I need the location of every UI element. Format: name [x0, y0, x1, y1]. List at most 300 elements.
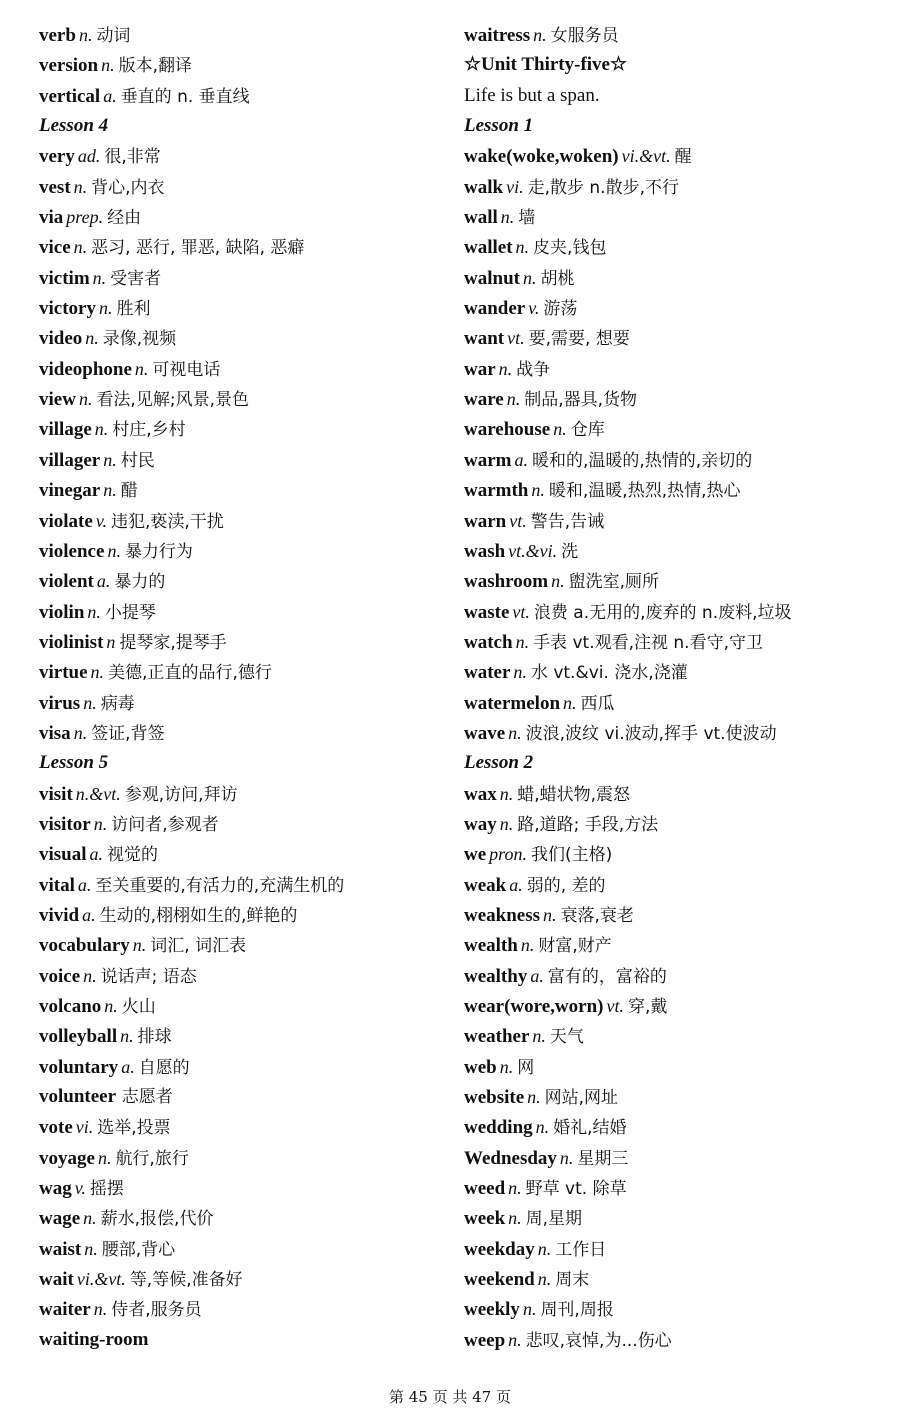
vocab-entry: [39, 657, 449, 687]
lesson-heading: Lesson 1: [464, 115, 534, 137]
entry-part-of-speech: n.: [559, 1147, 574, 1168]
entry-part-of-speech: vt.&vi.: [508, 540, 558, 561]
entry-word: visual: [39, 844, 87, 866]
entry-word: violent: [39, 571, 94, 593]
vocab-entry: [39, 627, 449, 657]
vocab-entry: [464, 445, 889, 475]
entry-word: violin: [39, 601, 85, 623]
entry-part-of-speech: n.: [132, 935, 147, 956]
entry-word: vertical: [39, 85, 101, 107]
entry-part-of-speech: n.: [531, 480, 545, 501]
vocab-entry: [464, 930, 889, 960]
entry-word: wage: [39, 1208, 81, 1230]
entry-word: volunteer: [39, 1086, 117, 1108]
entry-word: weekday: [464, 1238, 535, 1260]
entry-meaning: 垂直的 n. 垂直线: [120, 86, 250, 107]
vocab-entry: [39, 1112, 449, 1142]
entry-part-of-speech: n.: [515, 631, 530, 652]
entry-meaning: 看法,见解;风景,景色: [96, 390, 249, 411]
entry-word: week: [464, 1208, 506, 1230]
entry-word: voluntary: [39, 1056, 119, 1078]
entry-meaning: 战争: [516, 359, 551, 380]
entry-part-of-speech: n.: [533, 25, 547, 45]
entry-part-of-speech: n.: [83, 692, 97, 713]
unit-line: [464, 50, 889, 80]
vocab-entry: [39, 1234, 449, 1264]
entry-part-of-speech: n.: [522, 267, 537, 288]
entry-word: vest: [39, 176, 71, 198]
entry-word: view: [39, 389, 76, 411]
vocab-entry: [464, 900, 889, 930]
entry-word: version: [39, 55, 99, 77]
entry-word: war: [464, 358, 496, 380]
entry-meaning: 录像,视频: [102, 329, 177, 350]
entry-meaning: 醋: [120, 481, 138, 502]
entry-part-of-speech: a.: [77, 874, 92, 895]
vocab-entry: [39, 232, 449, 262]
entry-word: waist: [39, 1238, 82, 1260]
entry-word: victim: [39, 267, 90, 289]
entry-meaning: 手表 vt.观看,注视 n.看守,守卫: [533, 632, 763, 653]
entry-part-of-speech: n.: [500, 207, 515, 228]
entry-word: weed: [464, 1178, 506, 1200]
vocab-entry: [39, 172, 449, 202]
entry-part-of-speech: a.: [82, 904, 96, 925]
entry-word: we: [464, 844, 487, 866]
vocab-entry: [39, 1264, 449, 1294]
lesson-line: [39, 748, 449, 778]
vocab-entry: [39, 779, 449, 809]
entry-meaning: 村民: [120, 450, 155, 471]
vocab-entry: [39, 961, 449, 991]
entry-word: violinist: [39, 631, 104, 653]
entry-meaning: 等,等候,准备好: [129, 1270, 243, 1291]
entry-part-of-speech: n.: [93, 1299, 108, 1320]
plain-line: [464, 81, 889, 111]
entry-part-of-speech: n.: [103, 449, 117, 470]
lesson-line: [464, 748, 889, 778]
vocab-entry: [39, 141, 449, 171]
entry-word: via: [39, 207, 64, 229]
entry-word: waste: [464, 601, 510, 623]
entry-meaning: 星期三: [577, 1148, 629, 1169]
entry-meaning: 浪费 a.无用的,废弃的 n.废料,垃圾: [533, 602, 792, 623]
entry-part-of-speech: n.: [563, 692, 577, 713]
entry-word: visitor: [39, 813, 91, 835]
entry-meaning: 参观,访问,拜访: [124, 784, 238, 805]
entry-part-of-speech: n.: [499, 813, 514, 834]
entry-part-of-speech: vt.: [512, 601, 530, 622]
entry-meaning: 腰部,背心: [101, 1239, 176, 1260]
entry-part-of-speech: n.: [499, 1056, 514, 1077]
vocab-entry: [464, 627, 889, 657]
entry-part-of-speech: n.: [90, 662, 105, 683]
entry-part-of-speech: n.: [508, 722, 522, 743]
entry-meaning: 女服务员: [550, 26, 619, 46]
entry-part-of-speech: n.: [97, 1147, 112, 1168]
entry-word: violate: [39, 510, 93, 532]
entry-part-of-speech: vi.&vt.: [76, 1269, 126, 1290]
entry-word: waiting-room: [39, 1328, 149, 1350]
entry-word: wake(woke,woken): [464, 146, 619, 168]
entry-part-of-speech: n.: [84, 1238, 98, 1259]
entry-word: vice: [39, 237, 71, 259]
entry-word: violence: [39, 540, 105, 562]
vocab-entry: [39, 718, 449, 748]
entry-word: watermelon: [464, 692, 561, 714]
entry-part-of-speech: n.: [508, 1329, 522, 1350]
entry-part-of-speech: vi.&vt.: [621, 146, 671, 167]
vocab-entry: [464, 566, 889, 596]
entry-part-of-speech: n.: [78, 389, 93, 410]
motto-text: Life is but a span.: [464, 84, 600, 106]
entry-part-of-speech: vi.: [75, 1117, 94, 1138]
entry-meaning: 经由: [107, 208, 142, 229]
entry-meaning: 皮夹,钱包: [533, 238, 607, 259]
entry-word: ware: [464, 389, 504, 411]
vocab-entry: [464, 263, 889, 293]
vocab-entry: [464, 1294, 889, 1324]
vocab-entry: [39, 81, 449, 111]
entry-word: way: [464, 813, 497, 835]
entry-part-of-speech: a.: [121, 1056, 135, 1077]
entry-word: visit: [39, 783, 73, 805]
entry-word: waitress: [464, 25, 531, 46]
vocab-entry: [39, 536, 449, 566]
vocab-entry: [464, 718, 889, 748]
entry-meaning: 航行,旅行: [115, 1148, 189, 1169]
entry-part-of-speech: n.: [83, 965, 97, 986]
entry-part-of-speech: vt.: [509, 510, 527, 531]
entry-meaning: 动词: [96, 26, 131, 46]
entry-meaning: 版本,翻译: [118, 56, 193, 77]
entry-part-of-speech: n: [106, 631, 116, 652]
vocab-entry: [39, 991, 449, 1021]
entry-part-of-speech: vt.: [606, 996, 624, 1016]
vocab-entry: [464, 1234, 889, 1264]
entry-part-of-speech: n.: [83, 1208, 97, 1229]
entry-word: warehouse: [464, 419, 551, 441]
entry-part-of-speech: n.: [101, 55, 115, 76]
entry-word: want: [464, 328, 505, 350]
entry-part-of-speech: n.: [107, 540, 121, 561]
entry-word: voice: [39, 965, 81, 987]
lesson-heading: Lesson 2: [464, 752, 534, 774]
vocab-entry: [464, 1325, 889, 1355]
entry-meaning: 暴力行为: [124, 541, 193, 562]
lesson-line: [39, 111, 449, 141]
entry-meaning: 制品,器具,货物: [524, 390, 638, 411]
entry-word: weakness: [464, 904, 541, 926]
entry-part-of-speech: n.: [520, 935, 535, 956]
entry-word: wear(wore,worn): [464, 996, 604, 1017]
entry-meaning: 视觉的: [107, 845, 159, 866]
vocab-entry: [464, 688, 889, 718]
vocab-entry: [39, 597, 449, 627]
right-column: [464, 20, 889, 1355]
entry-part-of-speech: n.: [543, 904, 557, 925]
vocab-entry: [464, 384, 889, 414]
entry-meaning: 小提琴: [104, 602, 156, 623]
entry-meaning: 志愿者: [121, 1087, 173, 1108]
entry-part-of-speech: n.: [498, 358, 513, 379]
entry-word: weep: [464, 1329, 506, 1351]
entry-meaning: 周,星期: [525, 1209, 583, 1230]
entry-word: wander: [464, 298, 526, 320]
vocab-entry: [464, 1264, 889, 1294]
entry-part-of-speech: a.: [96, 571, 111, 592]
vocab-entry: [39, 293, 449, 323]
vocab-entry: [464, 779, 889, 809]
entry-meaning: 蜡,蜡状物,震怒: [517, 784, 631, 805]
entry-part-of-speech: prep.: [66, 207, 104, 228]
entry-meaning: 游荡: [543, 299, 578, 320]
entry-word: Wednesday: [464, 1147, 557, 1169]
entry-part-of-speech: n.: [508, 1178, 522, 1199]
entry-meaning: 病毒: [100, 693, 135, 714]
vocab-entry: [39, 384, 449, 414]
entry-meaning: 走,散步 n.散步,不行: [527, 177, 679, 198]
entry-meaning: 恶习, 恶行, 罪恶, 缺陷, 恶癖: [91, 238, 305, 259]
vocab-entry: [39, 263, 449, 293]
vocab-entry: [39, 323, 449, 353]
entry-part-of-speech: n.: [92, 267, 107, 288]
entry-word: weather: [464, 1026, 530, 1048]
entry-part-of-speech: n.: [508, 1208, 522, 1229]
entry-word: vital: [39, 874, 75, 896]
entry-word: weak: [464, 874, 507, 896]
entry-part-of-speech: a.: [530, 965, 544, 986]
entry-part-of-speech: n.: [527, 1087, 541, 1108]
entry-meaning: 富有的，富裕的: [547, 966, 667, 987]
entry-word: washroom: [464, 571, 549, 593]
vocab-entry: [464, 839, 889, 869]
page-footer: 第 45 页 共 47 页: [388, 1388, 511, 1406]
entry-meaning: 仓库: [570, 420, 605, 441]
vocab-entry: [39, 20, 449, 50]
entry-part-of-speech: v.: [528, 298, 540, 319]
vocab-entry: [39, 809, 449, 839]
vocab-entry: [464, 536, 889, 566]
entry-word: very: [39, 146, 75, 168]
entry-word: walnut: [464, 267, 520, 289]
entry-part-of-speech: ad.: [77, 146, 101, 167]
entry-word: vivid: [39, 904, 80, 926]
vocab-entry: [464, 1021, 889, 1051]
entry-part-of-speech: n.: [537, 1269, 552, 1290]
entry-word: warm: [464, 449, 512, 471]
entry-meaning: 穿,戴: [627, 997, 668, 1017]
entry-word: volcano: [39, 996, 102, 1017]
entry-word: wealth: [464, 935, 518, 957]
entry-word: volleyball: [39, 1026, 118, 1048]
vocab-entry: [464, 172, 889, 202]
entry-word: wash: [464, 540, 506, 562]
entry-part-of-speech: n.: [513, 662, 527, 683]
entry-meaning: 墙: [518, 208, 536, 229]
entry-meaning: 可视电话: [152, 359, 221, 380]
vocab-entry: [39, 50, 449, 80]
vocab-entry: [39, 354, 449, 384]
vocab-entry: [464, 1052, 889, 1082]
vocab-entry: [39, 1173, 449, 1203]
entry-part-of-speech: n.&vt.: [75, 783, 121, 804]
entry-part-of-speech: vt.: [507, 328, 525, 349]
entry-word: warn: [464, 510, 507, 532]
vocab-entry: [464, 475, 889, 505]
entry-meaning: 说话声; 语态: [100, 966, 197, 987]
entry-part-of-speech: n.: [134, 358, 149, 379]
entry-word: vote: [39, 1117, 73, 1139]
entry-meaning: 我们(主格): [531, 845, 613, 866]
entry-meaning: 弱的, 差的: [526, 875, 606, 896]
entry-part-of-speech: n.: [551, 571, 565, 592]
entry-meaning: 签证,背签: [91, 723, 165, 744]
entry-word: wax: [464, 783, 497, 805]
entry-word: wag: [39, 1178, 72, 1200]
entry-word: watch: [464, 631, 513, 653]
entry-meaning: 受害者: [110, 268, 162, 289]
entry-part-of-speech: a.: [514, 449, 528, 470]
entry-meaning: 胡桃: [540, 268, 575, 289]
entry-part-of-speech: n.: [499, 783, 514, 804]
vocab-entry: [39, 900, 449, 930]
entry-part-of-speech: n.: [535, 1117, 550, 1138]
entry-meaning: 财富,财产: [538, 936, 612, 957]
entry-part-of-speech: a.: [89, 844, 104, 865]
entry-meaning: 婚礼,结婚: [553, 1118, 627, 1139]
entry-word: water: [464, 662, 511, 684]
entry-word: weekly: [464, 1299, 520, 1321]
entry-meaning: 自愿的: [138, 1057, 190, 1078]
entry-meaning: 衰落,衰老: [560, 905, 634, 926]
entry-word: warmth: [464, 480, 529, 502]
entry-part-of-speech: n.: [553, 419, 567, 440]
entry-word: wedding: [464, 1117, 533, 1139]
entry-meaning: 西瓜: [580, 693, 615, 714]
vocab-entry: [39, 202, 449, 232]
entry-word: victory: [39, 298, 96, 320]
vocab-entry: [39, 566, 449, 596]
entry-part-of-speech: n.: [98, 298, 113, 319]
entry-meaning: 词汇, 词汇表: [150, 936, 247, 957]
entry-word: verb: [39, 25, 76, 46]
unit-heading: ☆Unit Thirty-five☆: [464, 54, 628, 76]
entry-meaning: 周刊,周报: [540, 1300, 614, 1321]
vocab-entry: [464, 141, 889, 171]
entry-meaning: 天气: [549, 1027, 584, 1048]
entry-part-of-speech: n.: [515, 237, 530, 258]
entry-meaning: 侍者,服务员: [111, 1300, 202, 1321]
entry-meaning: 背心,内衣: [91, 177, 165, 198]
vocab-entry: [464, 506, 889, 536]
entry-meaning: 网站,网址: [544, 1088, 619, 1109]
entry-meaning: 选举,投票: [97, 1118, 171, 1139]
entry-meaning: 水 vt.&vi. 浇水,浇灌: [530, 663, 688, 684]
left-column: [39, 20, 449, 1355]
entry-meaning: 波浪,波纹 vi.波动,挥手 vt.使波动: [525, 723, 777, 744]
entry-meaning: 要,需要, 想要: [528, 329, 630, 350]
entry-meaning: 警告,告诫: [530, 511, 605, 532]
entry-part-of-speech: n.: [537, 1238, 552, 1259]
entry-word: wall: [464, 207, 498, 229]
vocab-entry: [39, 839, 449, 869]
vocab-entry: [464, 1112, 889, 1142]
entry-meaning: 暴力的: [114, 572, 166, 593]
vocab-entry: [39, 1325, 449, 1355]
entry-word: vinegar: [39, 480, 101, 502]
entry-meaning: 火山: [121, 997, 156, 1017]
entry-word: virtue: [39, 662, 88, 684]
entry-part-of-speech: n.: [120, 1026, 134, 1047]
entry-part-of-speech: n.: [73, 722, 88, 743]
entry-part-of-speech: n.: [73, 237, 88, 258]
entry-meaning: 薪水,报偿,代价: [100, 1209, 214, 1230]
vocab-entry: [464, 293, 889, 323]
vocab-entry: [464, 1082, 889, 1112]
entry-meaning: 工作日: [555, 1239, 607, 1260]
entry-part-of-speech: vi.: [506, 176, 524, 197]
vocab-entry: [39, 1052, 449, 1082]
vocab-entry: [464, 20, 889, 50]
vocab-entry: [464, 232, 889, 262]
entry-meaning: 网: [517, 1057, 535, 1078]
entry-part-of-speech: n.: [73, 176, 88, 197]
entry-part-of-speech: a.: [509, 874, 523, 895]
entry-word: web: [464, 1056, 497, 1078]
entry-meaning: 至关重要的,有活力的,充满生机的: [95, 875, 345, 896]
entry-meaning: 提琴家,提琴手: [119, 632, 227, 653]
vocab-entry: [464, 323, 889, 353]
entry-part-of-speech: v.: [74, 1178, 86, 1199]
entry-part-of-speech: n.: [532, 1026, 546, 1047]
vocab-entry: [39, 1294, 449, 1324]
vocab-entry: [464, 809, 889, 839]
entry-word: vocabulary: [39, 935, 130, 957]
vocab-entry: [39, 1021, 449, 1051]
vocab-entry: [39, 870, 449, 900]
entry-meaning: 醒: [674, 147, 692, 168]
vocab-entry: [464, 1203, 889, 1233]
entry-meaning: 很,非常: [104, 147, 161, 168]
entry-word: wallet: [464, 237, 513, 259]
entry-meaning: 暖和,温暖,热烈,热情,热心: [548, 481, 741, 502]
vocab-entry: [464, 657, 889, 687]
entry-part-of-speech: n.: [85, 328, 99, 349]
entry-word: video: [39, 328, 83, 350]
entry-word: village: [39, 419, 92, 441]
entry-part-of-speech: n.: [87, 601, 101, 622]
entry-word: virus: [39, 692, 81, 714]
vocab-entry: [39, 1082, 449, 1112]
entry-part-of-speech: pron.: [489, 844, 527, 865]
vocab-entry: [464, 414, 889, 444]
entry-meaning: 洗: [561, 541, 579, 562]
entry-meaning: 生动的,栩栩如生的,鲜艳的: [99, 905, 298, 926]
entry-word: wealthy: [464, 965, 528, 987]
vocab-entry: [464, 597, 889, 627]
vocab-entry: [39, 414, 449, 444]
lesson-heading: Lesson 4: [39, 115, 109, 137]
vocab-entry: [464, 1173, 889, 1203]
entry-meaning: 野草 vt. 除草: [525, 1179, 627, 1200]
entry-meaning: 周末: [555, 1270, 590, 1291]
vocab-entry: [39, 445, 449, 475]
entry-meaning: 路,道路; 手段,方法: [517, 814, 659, 835]
lesson-heading: Lesson 5: [39, 752, 109, 774]
vocab-entry: [39, 475, 449, 505]
entry-part-of-speech: n.: [104, 996, 118, 1016]
